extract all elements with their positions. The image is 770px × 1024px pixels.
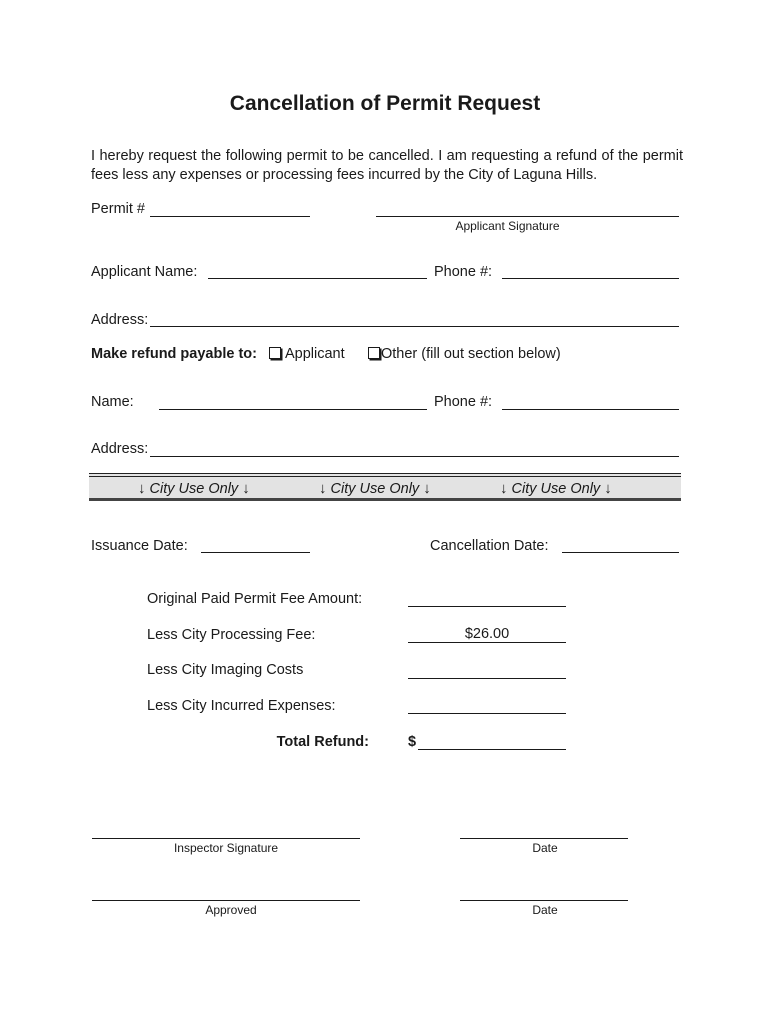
original-fee-label: Original Paid Permit Fee Amount: <box>147 591 363 607</box>
city-use-only-label: ↓ City Use Only ↓ <box>138 480 250 497</box>
applicant-name-field[interactable] <box>208 278 427 279</box>
city-use-only-band <box>89 473 681 501</box>
processing-fee-label: Less City Processing Fee: <box>147 627 316 643</box>
imaging-costs-label: Less City Imaging Costs <box>147 662 304 678</box>
approved-date-label: Date <box>532 903 558 917</box>
city-use-only-label: ↓ City Use Only ↓ <box>319 480 431 497</box>
inspector-date-label: Date <box>532 841 558 855</box>
refund-option-other[interactable] <box>368 346 561 362</box>
inspector-date-field[interactable] <box>460 838 628 839</box>
applicant-phone-field[interactable] <box>502 278 679 279</box>
checkbox-icon[interactable] <box>368 347 380 359</box>
refund-option-other-label: Other (fill out section below) <box>381 346 561 362</box>
other-phone-label: Phone #: <box>434 394 493 410</box>
applicant-address-field[interactable] <box>150 326 679 327</box>
applicant-address-label: Address: <box>91 312 149 328</box>
refund-payable-label: Make refund payable to: <box>91 346 257 362</box>
approved-date-field[interactable] <box>460 900 628 901</box>
other-name-field[interactable] <box>159 409 427 410</box>
arrow-down-icon: ↓ <box>138 480 146 497</box>
arrow-down-icon: ↓ <box>604 480 612 497</box>
processing-fee-value: $26.00 <box>464 626 510 642</box>
city-use-only-label: ↓ City Use Only ↓ <box>500 480 612 497</box>
inspector-signature-field[interactable] <box>92 838 360 839</box>
cancellation-date-label: Cancellation Date: <box>430 538 549 554</box>
intro-paragraph: I hereby request the following permit to be cancelled. I am requesting a refund of the permit fees less any expenses or processing fees incurred by the City of Laguna Hills. <box>91 148 683 183</box>
incurred-expenses-label: Less City Incurred Expenses: <box>147 698 336 714</box>
processing-fee-field <box>408 642 566 643</box>
imaging-costs-field[interactable] <box>408 678 566 679</box>
refund-option-applicant-label: Applicant <box>285 346 345 362</box>
checkbox-icon[interactable] <box>269 347 281 359</box>
total-refund-currency: $ <box>408 734 417 750</box>
arrow-down-icon: ↓ <box>423 480 431 497</box>
approved-label: Approved <box>205 903 257 917</box>
refund-option-applicant[interactable] <box>269 346 345 362</box>
page-title: Cancellation of Permit Request <box>229 92 541 115</box>
other-phone-field[interactable] <box>502 409 679 410</box>
approved-signature-field[interactable] <box>92 900 360 901</box>
incurred-expenses-field[interactable] <box>408 713 566 714</box>
arrow-down-icon: ↓ <box>242 480 250 497</box>
permit-number-field[interactable] <box>150 216 310 217</box>
original-fee-field[interactable] <box>408 606 566 607</box>
permit-number-label: Permit # <box>91 201 145 217</box>
applicant-phone-label: Phone #: <box>434 264 493 280</box>
total-refund-label: Total Refund: <box>276 734 369 750</box>
other-address-label: Address: <box>91 441 149 457</box>
other-address-field[interactable] <box>150 456 679 457</box>
total-refund-field[interactable] <box>418 749 566 750</box>
arrow-down-icon: ↓ <box>500 480 508 497</box>
issuance-date-field[interactable] <box>201 552 310 553</box>
arrow-down-icon: ↓ <box>319 480 327 497</box>
other-name-label: Name: <box>91 394 134 410</box>
cancellation-date-field[interactable] <box>562 552 679 553</box>
applicant-signature-label: Applicant Signature <box>455 219 560 233</box>
inspector-signature-label: Inspector Signature <box>173 841 279 855</box>
issuance-date-label: Issuance Date: <box>91 538 188 554</box>
applicant-name-label: Applicant Name: <box>91 264 198 280</box>
applicant-signature-field[interactable] <box>376 216 679 217</box>
